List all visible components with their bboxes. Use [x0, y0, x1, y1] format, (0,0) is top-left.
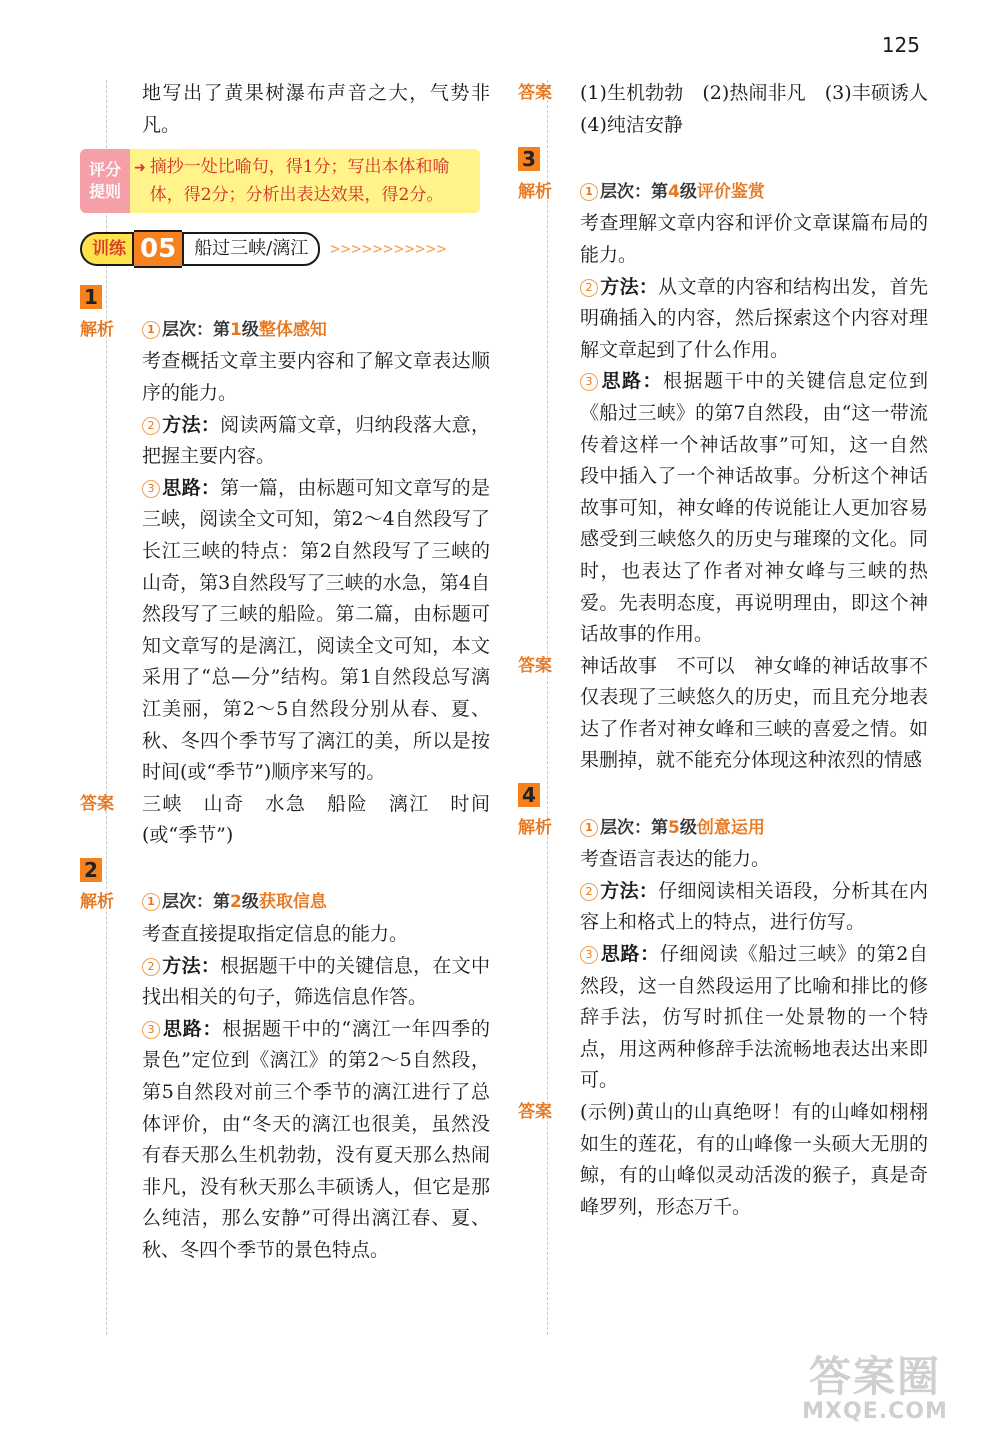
question-number-4: 4: [518, 783, 540, 807]
q1-method: 2 方法：阅读两篇文章，归纳段落大意，把握主要内容。: [142, 413, 490, 468]
q3-thought: 3 思路：根据题干中的关键信息定位到《船过三峡》的第7自然段，由“这一带流传着这样一个神话故事”可知，这一自然段中插入了一个神话故事。分析这个神话故事可知，神女峰的传说能让人更加容易感受到三峡悠久的历史与璀璨的文化。同时，也表达了作者对神女峰与三峡的热爱。先表明态度，再说明理由，即这个神话故事的作用。: [580, 370, 928, 646]
analysis-tag: 解析: [80, 319, 114, 340]
training-number: 05: [134, 230, 182, 268]
q1-analysis: [80, 315, 490, 789]
training-title: 船过三峡/漓江: [182, 232, 320, 266]
circle-3-icon: 3: [580, 946, 598, 964]
q3-answer-text: 神话故事 不可以 神女峰的神话故事不仅表现了三峡悠久的历史，而且充分地表达了作者对神女峰和三峡的喜爱之情。如果删掉，就不能充分体现这种浓烈的情感: [580, 654, 928, 772]
q3-level: 1 层次：第4级评价鉴赏: [580, 177, 928, 209]
scoring-rule-box: [80, 149, 480, 213]
q4-method: 2 方法：仔细阅读相关语段，分析其在内容上和格式上的特点，进行仿写。: [580, 879, 928, 934]
answer-tag: 答案: [518, 83, 552, 103]
q3-level-desc: 考查理解文章内容和评价文章谋篇布局的能力。: [580, 212, 928, 266]
circle-1-icon: 1: [142, 321, 160, 339]
circle-2-icon: 2: [580, 883, 598, 901]
q1-thought: 3 思路：第一篇，由标题可知文章写的是三峡，阅读全文可知，第2～4自然段写了长江三峡的特点：第2自然段写了三峡的山奇，第3自然段写了三峡的水急，第4自然段写了三峡的船险。第二篇，由标题可知文章写的是漓江，阅读全文可知，本文采用了“总—分”结构。第1自然段总写漓江美丽，第2～5自然段分别从春、夏、秋、冬四个季节写了漓江的美，所以是按时间(或“季节”)顺序来写的。: [142, 476, 490, 784]
analysis-tag: 解析: [80, 892, 114, 913]
page-number: 125: [881, 33, 920, 57]
q2-answer: [518, 78, 948, 141]
circle-3-icon: 3: [580, 373, 598, 391]
q4-level-desc: 考查语言表达的能力。: [580, 848, 771, 871]
q2-analysis: [80, 887, 490, 1266]
q4-analysis: [518, 813, 928, 1097]
answer-tag: 答案: [518, 655, 552, 676]
q1-answer-text: 三峡 山奇 水急 船险 漓江 时间(或“季节”): [142, 792, 490, 847]
q4-level: 1 层次：第5级创意运用: [580, 813, 928, 845]
answer-tag: 答案: [80, 793, 114, 814]
q4-answer: [518, 1097, 928, 1223]
scoring-rule-label: 评分提则: [80, 149, 130, 213]
q3-answer: [518, 651, 928, 777]
watermark-logo: [770, 1354, 980, 1424]
analysis-tag: 解析: [518, 181, 552, 202]
circle-3-icon: 3: [142, 480, 160, 498]
circle-3-icon: 3: [142, 1021, 160, 1039]
q2-method: 2 方法：根据题干中的关键信息，在文中找出相关的句子，筛选信息作答。: [142, 954, 490, 1009]
scoring-rule-text: 摘抄一处比喻句，得1分；写出本体和喻体，得2分；分析出表达效果，得2分。: [149, 157, 450, 206]
q2-level-desc: 考查直接提取指定信息的能力。: [142, 923, 409, 946]
intro-text: 地写出了黄果树瀑布声音之大，气势非凡。: [142, 82, 490, 136]
left-column: [80, 78, 490, 1267]
chevrons-decoration: >>>>>>>>>>>: [330, 239, 448, 259]
q3-method: 2 方法：从文章的内容和结构出发，首先明确插入的内容，然后探索这个内容对理解文章起到了什么作用。: [580, 275, 928, 361]
q2-answer-text: (1)生机勃勃 (2)热闹非凡 (3)丰硕诱人 (4)纯洁安静: [580, 82, 948, 136]
training-label: 训练: [80, 232, 134, 266]
q1-answer: [80, 789, 490, 852]
circle-2-icon: 2: [142, 417, 160, 435]
analysis-tag: 解析: [518, 817, 552, 838]
question-number-2: 2: [80, 858, 102, 882]
circle-1-icon: 1: [580, 819, 598, 837]
watermark-line2: MXQE.COM: [802, 1399, 948, 1424]
answer-tag: 答案: [518, 1102, 552, 1122]
arrow-icon: ➜: [134, 160, 146, 177]
q1-level: 1 层次：第1级整体感知: [142, 315, 490, 347]
circle-1-icon: 1: [580, 183, 598, 201]
q2-thought: 3 思路：根据题干中的“漓江一年四季的景色”定位到《漓江》的第2～5自然段，第5自然段对前三个季节的漓江进行了总体评价，由“冬天的漓江也很美，虽然没有春天那么生机勃勃，没有夏天那么热闹非凡，没有秋天那么丰硕诱人，但它是那么纯洁，那么安静”可得出漓江春、夏、秋、冬四个季节的景色特点。: [142, 1017, 490, 1261]
right-column: [518, 78, 948, 1223]
circle-2-icon: 2: [580, 279, 598, 297]
question-number-3: 3: [518, 147, 540, 171]
q3-analysis: [518, 177, 928, 651]
q4-thought: 3 思路：仔细阅读《船过三峡》的第2自然段，这一自然段运用了比喻和排比的修辞手法，仿写时抓住一处景物的一个特点，用这两种修辞手法流畅地表达出来即可。: [580, 943, 928, 1092]
q4-answer-text: (示例)黄山的山真绝呀！有的山峰如栩栩如生的莲花，有的山峰像一头硕大无朋的鲸，有的山峰似灵动活泼的猴子，真是奇峰罗列，形态万千。: [580, 1101, 928, 1218]
question-number-1: 1: [80, 285, 102, 309]
circle-1-icon: 1: [142, 893, 160, 911]
q1-level-desc: 考查概括文章主要内容和了解文章表达顺序的能力。: [142, 350, 490, 404]
circle-2-icon: 2: [142, 958, 160, 976]
q2-level: 1 层次：第2级获取信息: [142, 887, 490, 919]
watermark-line1: 答案圈: [808, 1352, 941, 1401]
training-header: [80, 229, 490, 269]
